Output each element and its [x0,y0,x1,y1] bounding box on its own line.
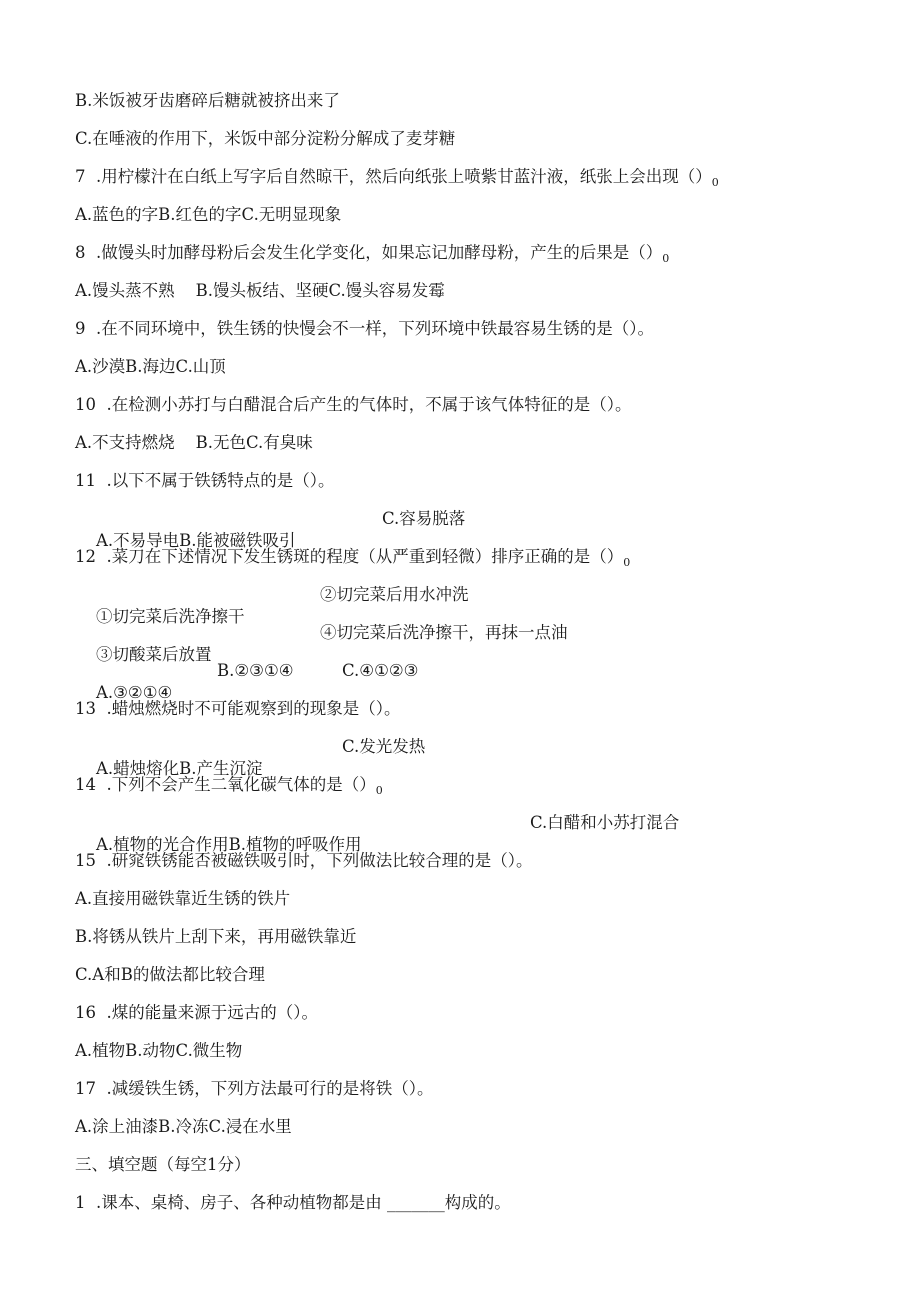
question-13: 13 .蜡烛燃烧时不可能观察到的现象是（）。 [75,699,401,718]
option-line: B.米饭被牙齿磨碎后糖就被挤出来了 [75,91,340,110]
question-17: 17 .减缓铁生锈，下列方法最可行的是将铁（）。 [75,1079,434,1098]
options-q14: A.植物的光合作用B.植物的呼吸作用 C.白醋和小苏打混合 [95,813,680,854]
option-q15-c: C.A和B的做法都比较合理 [75,965,265,984]
section-heading: 三、填空题（每空1分） [75,1155,251,1174]
question-8: 8 .做馒头时加酵母粉后会发生化学变化，如果忘记加酵母粉，产生的后果是$()_0$ [75,243,670,265]
question-15: 15 .研窕铁锈能否被磁铁吸引时，下列做法比较合理的是（）。 [75,851,533,870]
option-q15-b: B.将锈从铁片上刮下来，再用磁铁靠近 [75,927,357,946]
options-q11: A.不易导电B.能被磁铁吸引 C.容易脱落 [95,509,466,550]
options-q9: A.沙漠B.海边C.山顶 [75,357,226,376]
option-line: C.在唾液的作用下，米饭中部分淀粉分解成了麦芽糖 [75,129,456,148]
options-q7: A.蓝色的字B.红色的字C.无明显现象 [75,205,342,224]
question-9: 9 .在不同环境中，铁生锈的快慢会不一样，下列环境中铁最容易生锈的是（）。 [75,319,654,338]
option-q15-a: A.直接用磁铁靠近生锈的铁片 [75,889,291,908]
options-q10: A.不支持燃烧 B.无色C.有臭味 [75,433,313,452]
question-14: 14 .下列不会产生二氧化碳气体的是$()_0$ [75,775,383,797]
options-q12: A.③②①④ B.②③①④ C.④①②③ [95,661,419,702]
options-q8: A.馒头蒸不熟 B.馒头板结、坚硬C.馒头容易发霉 [75,281,445,300]
options-q13: A.蜡烛熔化B.产生沉淀 C.发光发热 [95,737,426,778]
question-12: 12 .菜刀在下述情况下发生锈斑的程度（从严重到轻微）排序正确的是$()_0$ [75,547,631,569]
question-7: 7 .用柠檬汁在白纸上写字后自然晾干，然后向纸张上喷紫甘蓝汁液，纸张上会出现$()_0$ [75,167,719,189]
question-10: 10 .在检测小苏打与白醋混合后产生的气体时，不属于该气体特征的是（）。 [75,395,632,414]
items-q12-row1: ①切完菜后洗净擦干 ②切完菜后用水冲洗 [95,585,469,626]
question-16: 16 .煤的能量来源于远古的（）。 [75,1003,318,1022]
items-q12-row2: ③切酸菜后放置 ④切完菜后洗净擦干，再抹一点油 [95,623,568,664]
question-11: 11 .以下不属于铁锈特点的是（）。 [75,471,335,490]
options-q17: A.涂上油漆B.冷冻C.浸在水里 [75,1117,292,1136]
fill-question-1: 1 .课本、桌椅、房子、各种动植物都是由 _______构成的。 [75,1193,511,1212]
options-q16: A.植物B.动物C.微生物 [75,1041,243,1060]
